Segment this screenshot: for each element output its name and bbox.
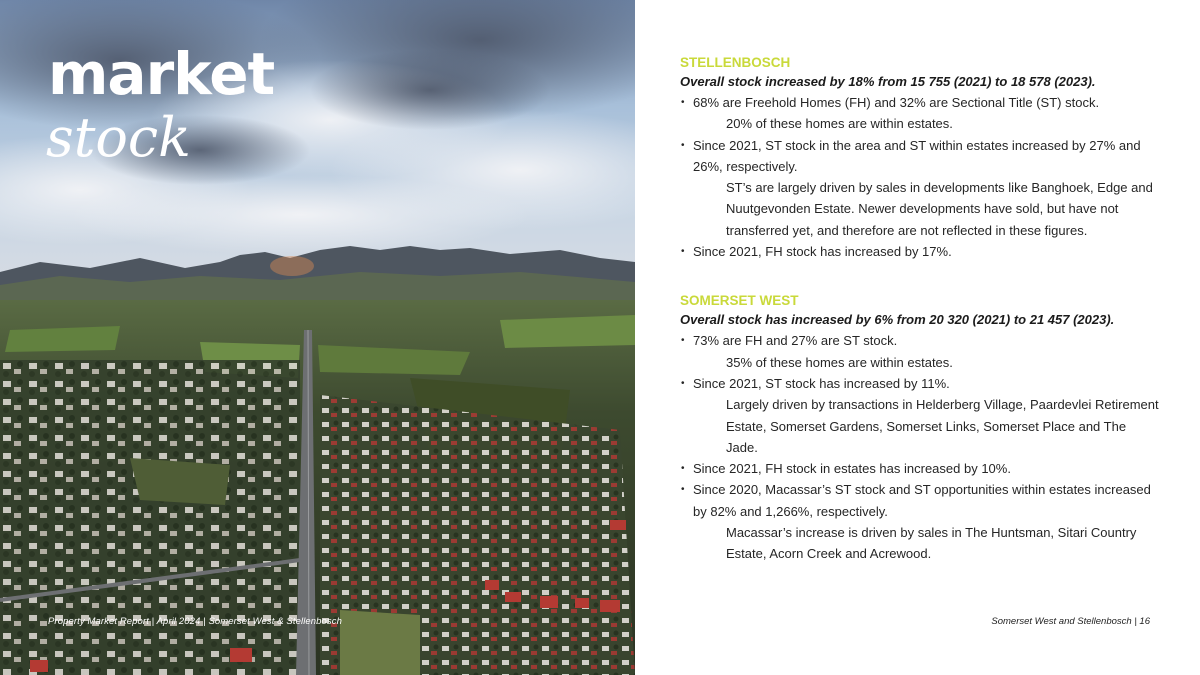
footer-page-info: Somerset West and Stellenbosch | 16: [991, 616, 1150, 627]
section-spacer: [680, 262, 1160, 292]
list-item: • 68% are Freehold Homes (FH) and 32% are Sectional Title (ST) stock.: [680, 92, 1160, 113]
list-item: ST’s are largely driven by sales in developments like Banghoek, Edge and Nuutgevonden Estate. Newer developments have sold, but have not transferred yet, and therefore are not reflected in these figures.: [726, 180, 1153, 238]
hero-title-line1: market: [48, 40, 275, 108]
footer-report-info: Property Market Report | April 2024 | Somerset West & Stellenbosch: [48, 616, 343, 627]
content-panel: [680, 54, 1160, 565]
hero-title: [48, 40, 274, 168]
section-lead-stellenbosch: Overall stock increased by 18% from 15 755 (2021) to 18 578 (2023).: [680, 74, 1096, 89]
list-item: Macassar’s increase is driven by sales in The Huntsman, Sitari Country Estate, Acorn Creek and Acrewood.: [726, 525, 1137, 562]
list-item: • Since 2021, FH stock has increased by 17%.: [680, 241, 1160, 262]
list-item: 35% of these homes are within estates.: [726, 354, 953, 370]
list-item: • 73% are FH and 27% are ST stock.: [680, 330, 1160, 351]
section-title-stellenbosch: STELLENBOSCH: [680, 55, 791, 70]
list-item: • Since 2021, FH stock in estates has increased by 10%.: [680, 458, 1160, 479]
list-item: • Since 2021, ST stock in the area and ST within estates increased by 27% and 26%, respectively.: [680, 135, 1160, 178]
list-item: • Since 2020, Macassar’s ST stock and ST opportunities within estates increased by 82% and 1,266%, respectively.: [680, 479, 1160, 522]
list-item: • Since 2021, ST stock has increased by 11%.: [680, 373, 1160, 394]
section-title-somerset-west: SOMERSET WEST: [680, 293, 799, 309]
section-list-stellenbosch: [680, 92, 1160, 262]
section-list-somerset-west: [680, 330, 1160, 564]
list-item: 20% of these homes are within estates.: [726, 116, 953, 132]
section-lead-somerset-west: Overall stock has increased by 6% from 20 320 (2021) to 21 457 (2023).: [680, 312, 1115, 328]
list-item: Largely driven by transactions in Helderberg Village, Paardevlei Retirement Estate, Somerset Gardens, Somerset Links, Somerset Place and The Jade.: [726, 397, 1159, 455]
hero-title-line2: stock: [46, 106, 191, 169]
